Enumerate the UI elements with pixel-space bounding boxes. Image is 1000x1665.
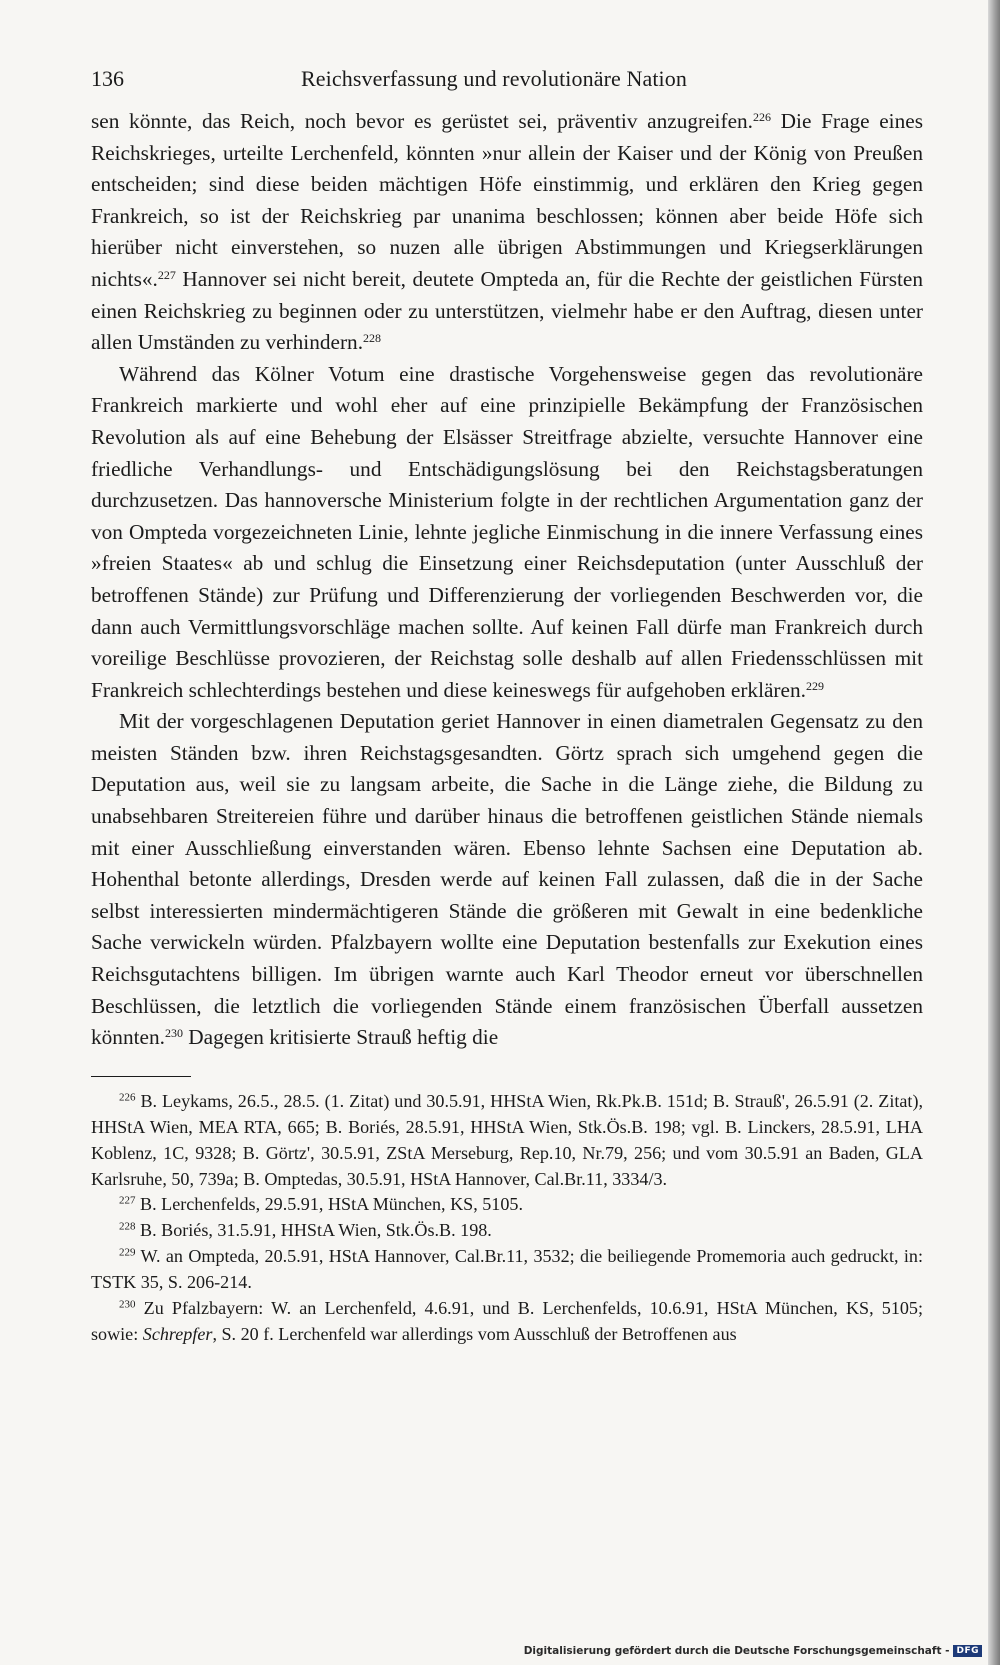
document-page bbox=[91, 66, 923, 1348]
footnote-number: 226 bbox=[119, 1091, 136, 1104]
footnote-number: 227 bbox=[119, 1194, 136, 1207]
footnote-text: B. Boriés, 31.5.91, HHStA Wien, Stk.Ös.B. 198. bbox=[135, 1220, 492, 1241]
footnote-ref-226: 226 bbox=[753, 109, 771, 124]
text-run: Dagegen kritisierte Strauß heftig die bbox=[182, 1025, 499, 1050]
text-run: Hannover sei nicht bereit, deutete Ompteda an, für die Rechte der geistlichen Fürsten einen Reichskrieg zu beginnen oder zu unterstützen, vielmehr habe er den Auftrag, diesen unter allen Umständen zu verhindern. bbox=[91, 266, 923, 355]
footnotes bbox=[91, 1089, 923, 1348]
footnote-text: B. Lerchenfelds, 29.5.91, HStA München, KS, 5105. bbox=[135, 1194, 523, 1215]
footnote-divider bbox=[91, 1076, 191, 1077]
paragraph-2 bbox=[91, 359, 923, 707]
footnote-227 bbox=[91, 1192, 923, 1218]
footnote-228 bbox=[91, 1218, 923, 1244]
footnote-number: 228 bbox=[119, 1220, 136, 1233]
footnote-230 bbox=[91, 1296, 923, 1348]
paragraph-1 bbox=[91, 106, 923, 359]
digitization-credit bbox=[524, 1645, 982, 1657]
footnote-number: 229 bbox=[119, 1246, 136, 1259]
footnote-ref-230: 230 bbox=[164, 1026, 183, 1041]
footnote-ref-228: 228 bbox=[363, 330, 382, 345]
footnote-226 bbox=[91, 1089, 923, 1193]
running-title: Reichsverfassung und revolutionäre Nation bbox=[301, 66, 687, 91]
book-spine-edge bbox=[988, 0, 1000, 1665]
page-number: 136 bbox=[91, 66, 124, 91]
text-run: sen könnte, das Reich, noch bevor es gerüstet sei, präventiv anzugreifen. bbox=[91, 109, 753, 133]
footnote-ref-229: 229 bbox=[805, 678, 824, 693]
dfg-logo-icon: DFG bbox=[953, 1645, 982, 1657]
paragraph-3 bbox=[91, 706, 923, 1054]
credit-text: Digitalisierung gefördert durch die Deutsche Forschungsgemeinschaft - bbox=[523, 1645, 950, 1657]
footnote-ref-227: 227 bbox=[157, 267, 176, 282]
footnote-text: B. Leykams, 26.5., 28.5. (1. Zitat) und 30.5.91, HHStA Wien, Rk.Pk.B. 151d; B. Strauß', 26.5.91 (2. Zitat), HHStA Wien, MEA RTA, 665; B. Boriés, 28.5.91, HHStA Wien, Stk.Ös.B. 198; vgl. B. Linckers, 28.5.91, LHA Koblenz, 1C, 9328; B. Görtz', 30.5.91, ZStA Merseburg, Rep.10, Nr.79, 256; und vom 30.5.91 an Baden, GLA Karlsruhe, 50, 739a; B. Omptedas, 30.5.91, HStA Hannover, Cal.Br.11, 3334/3. bbox=[91, 1090, 923, 1189]
footnote-text: Zu Pfalzbayern: W. an Lerchenfeld, 4.6.91, und B. Lerchenfelds, 10.6.91, HStA München, KS, 5105; sowie: bbox=[91, 1298, 923, 1344]
footnote-italic-author: Schrepfer bbox=[142, 1323, 213, 1344]
text-run: Die Frage eines Reichskrieges, urteilte Lerchenfeld, könnten »nur allein der Kaiser und der König von Preußen entscheiden; sind diese beiden mächtigen Höfe einstimmig, und erklären den Krieg gegen Frankreich, so ist der Reichskrieg par unanima beschlossen; können aber beide Höfe sich hierüber nicht einverstehen, so nuzen alle übrigen Abstimmungen und Kriegserklärungen nichts«. bbox=[91, 109, 923, 291]
text-run: Mit der vorgeschlagenen Deputation geriet Hannover in einen diametralen Gegensatz zu den meisten Ständen bzw. ihren Reichstagsgesandten. Görtz sprach sich umgehend gegen die Deputation aus, weil sie zu langsam arbeite, die Sache in die Länge ziehe, die Bildung zu unabsehbaren Streitereien führe und darüber hinaus die betroffenen geistlichen Stände niemals mit einer Ausschließung einverstanden wären. Ebenso lehnte Sachsen eine Deputation ab. Hohenthal betonte allerdings, Dresden werde auf keinen Fall zulassen, daß die in der Sache selbst interessierten mindermächtigeren Stände die größeren mit Gewalt in eine bedenkliche Sache verwickeln würden. Pfalzbayern wollte eine Deputation bestenfalls zur Exekution eines Reichsgutachtens billigen. Im übrigen warnte auch Karl Theodor erneut vor überschnellen Beschlüssen, die letztlich die vorliegenden Stände einem französischen Überfall aussetzen könnten. bbox=[91, 709, 923, 1050]
footnote-text: , S. 20 f. Lerchenfeld war allerdings vom Ausschluß der Betroffenen aus bbox=[212, 1323, 737, 1344]
text-run: Während das Kölner Votum eine drastische Vorgehensweise gegen das revolutionäre Frankreich markierte und wohl eher auf eine prinzipielle Bekämpfung der Französischen Revolution als auf eine Behebung der Elsässer Streitfrage abzielte, versuchte Hannover eine friedliche Verhandlungs- und Entschädigungslösung bei den Reichstagsberatungen durchzusetzen. Das hannoversche Ministerium folgte in der rechtlichen Argumentation ganz der von Ompteda vorgezeichneten Linie, lehnte jegliche Einmischung in die innere Verfassung eines »freien Staates« ab und schlug die Einsetzung einer Reichsdeputation (unter Ausschluß der betroffenen Stände) zur Prüfung und Differenzierung der vorliegenden Beschwerden vor, die dann auch Vermittlungsvorschläge machen sollte. Auf keinen Fall dürfe man Frankreich durch voreilige Beschlüsse provozieren, der Reichstag solle deshalb auf allen Friedensschlüssen mit Frankreich schlechterdings bestehen und diese keineswegs für aufgehoben erklären. bbox=[91, 361, 923, 702]
footnote-number: 230 bbox=[119, 1298, 136, 1311]
footnote-229 bbox=[91, 1244, 923, 1296]
footnote-text: W. an Ompteda, 20.5.91, HStA Hannover, Cal.Br.11, 3532; die beiliegende Promemoria auch gedruckt, in: TSTK 35, S. 206-214. bbox=[91, 1246, 923, 1293]
body-text bbox=[91, 106, 923, 1054]
running-head bbox=[91, 66, 923, 106]
